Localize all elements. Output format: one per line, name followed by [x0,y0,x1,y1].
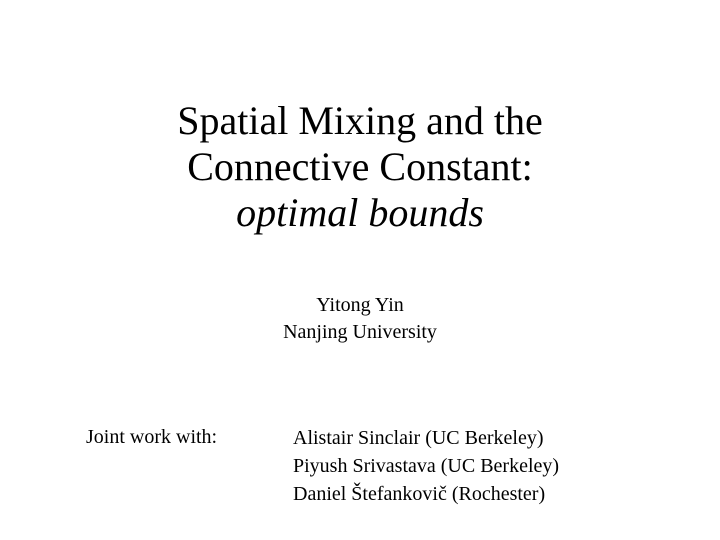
title-line-1: Spatial Mixing and the [177,98,543,143]
collaborator-3: Daniel Štefankovič (Rochester) [293,483,546,505]
author-block [0,292,720,346]
collaborator-1: Alistair Sinclair (UC Berkeley) [293,427,544,449]
title-line-2: Connective Constant: [187,144,533,189]
slide-title [0,98,720,236]
joint-work-label: Joint work with: [86,426,218,448]
title-subtitle: optimal bounds [236,190,484,235]
author-name: Yitong Yin [316,294,404,316]
author-affiliation: Nanjing University [283,321,437,343]
collaborator-2: Piyush Srivastava (UC Berkeley) [293,455,560,477]
collaborator-list [293,424,559,508]
